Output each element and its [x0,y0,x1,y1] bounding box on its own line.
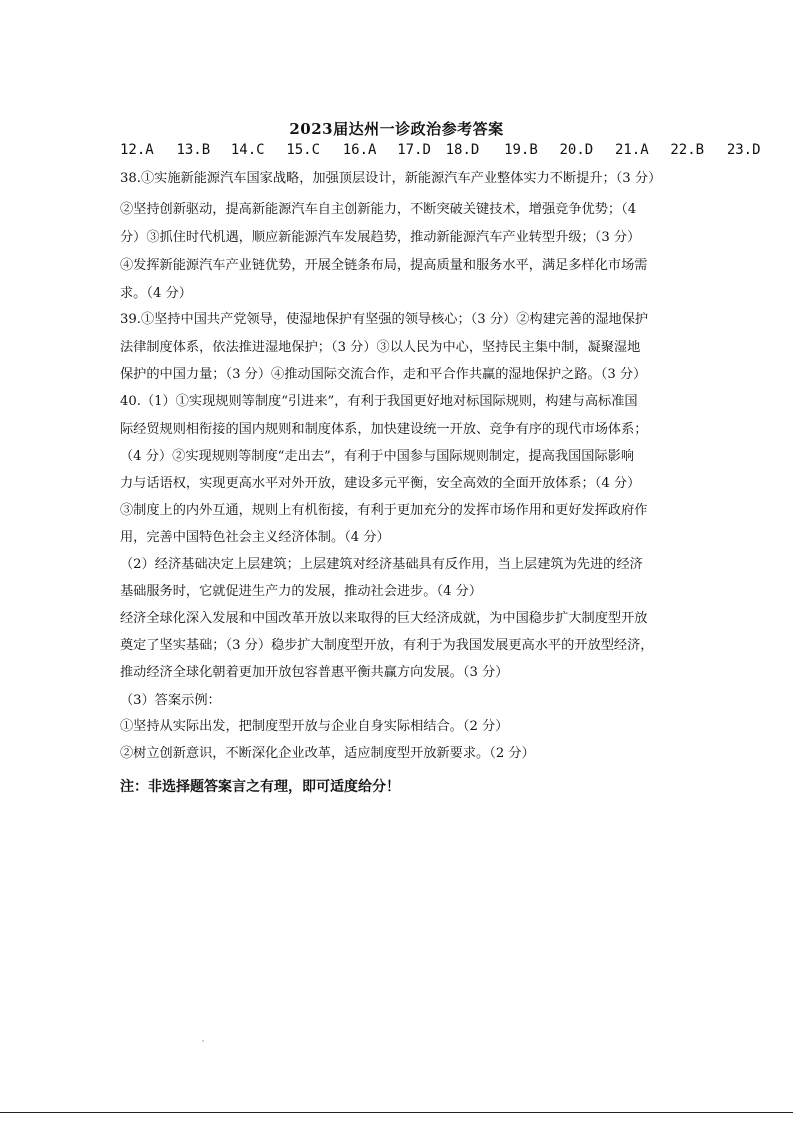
q39-line: 保护的中国力量；（3 分）④推动国际交流合作，走和平合作共赢的湿地保护之路。（3 分） [120,367,647,382]
answer-item: 12.A [120,142,154,158]
q40-line: （3）答案示例： [120,693,221,708]
answer-item: 16.A [342,142,377,158]
q39-line: 法律制度体系，依法推进湿地保护；（3 分）③以人民为中心，坚持民主集中制，凝聚湿地 [120,340,641,355]
answer-item: 19.B [504,142,538,158]
q38-line: ④发挥新能源汽车产业链优势，开展全链条布局，提高质量和服务水平，满足多样化市场需 [120,258,648,273]
answer-item: 18.D [445,142,480,158]
q40-line: 经济全球化深入发展和中国改革开放以来取得的巨大经济成就，为中国稳步扩大制度型开放 [120,611,648,626]
answer-item: 17.D [397,142,431,158]
scan-speck [202,1040,204,1042]
q40-line: 奠定了坚实基础；（3 分）稳步扩大制度型开放，有利于为我国发展更高水平的开放型经济， [120,638,654,653]
q40-line: 40.（1）①实现规则等制度“引进来”，有利于我国更好地对标国际规则，构建与高标准国 [120,394,638,409]
answer-item: 21.A [614,142,649,158]
q40-line: ③制度上的内外互通，规则上有机衔接，有利于更加充分的发挥市场作用和更好发挥政府作 [120,503,648,518]
answer-item: 23.D [726,142,761,158]
q40-line: 际经贸规则相衔接的国内规则和制度体系，加快建设统一开放、竞争有序的现代市场体系； [120,422,648,437]
q40-line: 力与话语权，实现更高水平对外开放，建设多元平衡，安全高效的全面开放体系；（4 分） [120,476,641,491]
q39-line: 39.①坚持中国共产党领导，使湿地保护有坚强的领导核心；（3 分）②构建完善的湿地保护 [120,312,649,327]
q38-line: 求。（4 分） [120,286,192,301]
q40-line: 用，完善中国特色社会主义经济体制。（4 分） [120,530,390,545]
q38-line: 38.①实施新能源汽车国家战略，加强顶层设计，新能源汽车产业整体实力不断提升；（3 分） [120,171,662,186]
q40-line: ②树立创新意识，不断深化企业改革，适应制度型开放新要求。（2 分） [120,746,535,761]
answer-item: 22.B [670,142,705,158]
q38-line: 分）③抓住时代机遇，顺应新能源汽车发展趋势，推动新能源汽车产业转型升级；（3 分） [120,230,641,245]
page-title: 2023届达州一诊政治参考答案 [289,120,504,138]
q40-line: （2）经济基础决定上层建筑；上层建筑对经济基础具有反作用，当上层建筑为先进的经济 [120,557,643,572]
answer-item: 20.D [559,142,594,158]
q38-line: ②坚持创新驱动，提高新能源汽车自主创新能力，不断突破关键技术，增强竞争优势；（4 [120,202,637,217]
multiple-choice-answers [120,142,761,158]
answer-item: 15.C [286,142,321,158]
q40-line: ①坚持从实际出发，把制度型开放与企业自身实际相结合。（2 分） [120,719,509,734]
q40-line: （4 分）②实现规则等制度“走出去”，有利于中国参与国际规则制定，提高我国国际影响 [120,449,634,464]
answer-item: 14.C [230,142,265,158]
answer-item: 13.B [176,142,211,158]
q40-line: 推动经济全球化朝着更加开放包容普惠平衡共赢方向发展。（3 分） [120,665,509,680]
q40-line: 基础服务时，它就促进生产力的发展，推动社会进步。（4 分） [120,584,483,599]
grading-note: 注：非选择题答案言之有理，即可适度给分！ [120,779,400,795]
page-bottom-rule [0,1112,793,1113]
